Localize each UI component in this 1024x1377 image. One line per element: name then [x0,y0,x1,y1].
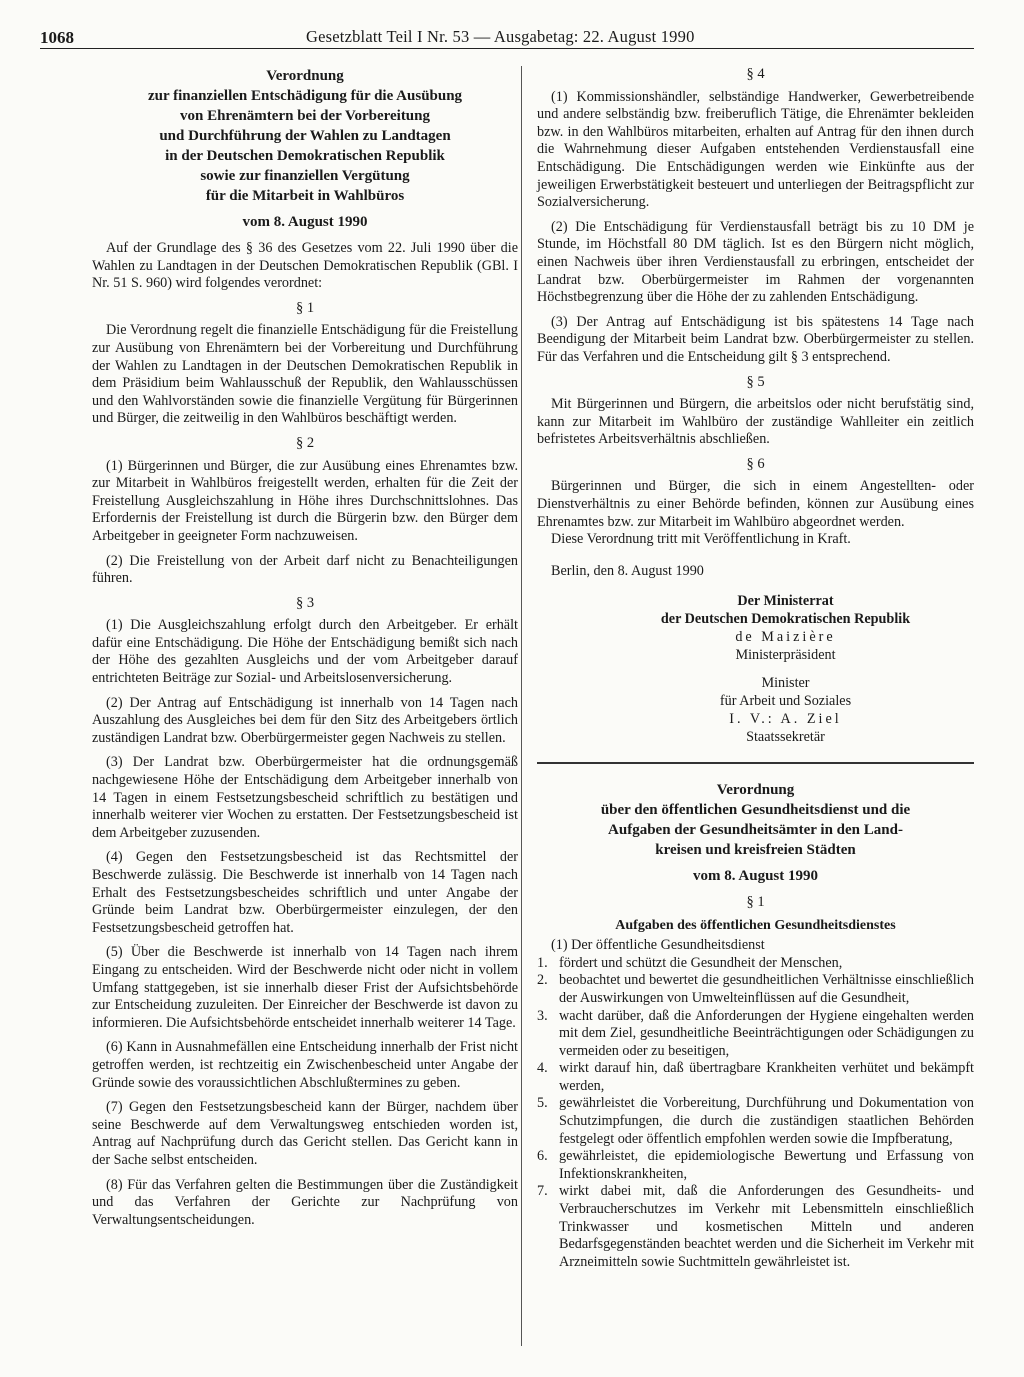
section-3-para-8: (8) Für das Verfahren gelten die Bestimmungen über die Zuständigkeit und das Verfahren der Gerichte zur Nachprüfung von Verwaltungsentscheidungen. [92,1176,518,1228]
section-separator [537,762,974,764]
preamble: Auf der Grundlage des § 36 des Gesetzes vom 22. Juli 1990 über die Wahlen zu Landtagen in der Deutschen Demokratischen Republik (GBl. I Nr. 51 S. 960) wird folgendes verordnet: [92,240,518,292]
section-4-para-2: (2) Die Entschädigung für Verdienstausfall beträgt bis zu 10 DM je Stunde, im Höchstfall 80 DM täglich. Ist es den Bürgern nicht möglich, einen Nachweis über ihren Verdienstausfall zu erbringen, entscheidet der Landrat bzw. Oberbürgermeister im Rahmen der vorgenannten Höchstbegrenzung über die Höhe der zu zahlenden Entschädigung. [537,218,974,306]
second-section-1-subheading: Aufgaben des öffentlichen Gesundheitsdienstes [615,917,896,933]
section-1-heading: § 1 [295,299,315,316]
list-item: 7. wirkt dabei mit, daß die Anforderungen des Gesundheits- und Verbraucherschutzes im Verkehr mit Lebensmitteln einschließlich Trinkwasser und kosmetischen Mitteln und anderen Bedarfsgegenständen beachtet werden und die Sicherheit im Verkehr mit Arzneimitteln sowie Suchtmitteln gewährleistet ist. [537,1183,974,1270]
list-item: 1. fördert und schützt die Gesundheit der Menschen, [537,954,843,971]
page-number: 1068 [40,28,74,47]
ordinance-date: vom 8. August 1990 [242,214,368,230]
second-signatory-role: Staatssekretär [746,729,825,746]
section-3-para-3: (3) Der Landrat bzw. Oberbürgermeister hat die ordnungsgemäß nachgewiesene Höhe der Entschädigung dem Arbeitgeber innerhalb von 14 Tagen in einem Festsetzungsbescheid schriftlich zu bestätigen und innerhalb weiterer vier Wochen zu erstatten. Der Festsetzungsbescheid ist dem Arbeitgeber zuzusenden. [92,754,518,841]
section-3-para-5: (5) Über die Beschwerde ist innerhalb von 14 Tagen nach ihrem Eingang zu entscheiden. Wird der Beschwerde nicht oder nicht in vollem Umfang stattgegeben, ist sie innerhalb dieser Frist der Aufsichtsbehörde zur Entscheidung zuzuleiten. Der Einreicher der Beschwerde ist davon zu informieren. Die Aufsichtsbehörde entscheidet innerhalb weiterer 14 Tage. [92,944,518,1031]
section-3-heading: § 3 [295,594,315,611]
page-header [40,26,974,49]
signatory-body-line-2: der Deutschen Demokratischen Republik [660,611,911,628]
section-2-para-2: (2) Die Freistellung von der Arbeit darf nicht zu Benachteiligungen führen. [92,552,518,587]
second-signatory-name: I. V.: A. Ziel [729,711,842,728]
second-section-1-intro: (1) Der öffentliche Gesundheitsdienst [551,937,765,954]
list-item: 4. wirkt darauf hin, daß übertragbare Krankheiten verhütet und bekämpft werden, [537,1060,974,1094]
signatory-name: de Maizière [735,629,836,646]
section-3-para-1: (1) Die Ausgleichszahlung erfolgt durch den Arbeitgeber. Er erhält dafür eine Entschädigung. Die Höhe der Entschädigung bemißt sich nach der Höhe des gezahlten Ausgleichs und der vom Arbeitgeber darauf entrichteten Beiträge zur Sozial- und Arbeitslosenversicherung. [92,617,518,687]
place-and-date: Berlin, den 8. August 1990 [551,562,704,579]
list-item: 5. gewährleistet die Vorbereitung, Durchführung und Dokumentation von Schutzimpfungen, die durch die zuständigen staatlichen Behörden festgelegt oder öffentlich empfohlen werden sowie die Impfberatung, [537,1095,974,1147]
second-section-1-heading: § 1 [746,893,765,910]
signatory-body: Der Ministerrat [737,593,834,610]
second-signatory-ministry: für Arbeit und Soziales [719,693,852,710]
list-item: 6. gewährleistet, die epidemiologische Bewertung und Erfassung von Infektionskrankheiten, [537,1148,974,1182]
signature-block [597,592,974,746]
section-2-para-1: (1) Bürgerinnen und Bürger, die zur Ausübung eines Ehrenamtes bzw. zur Mitarbeit in Wahlbüros freigestellt werden, erhalten für die Zeit der Freistellung Ausgleichszahlung in Höhe ihres Durchschnittslohnes. Das Erfordernis der Freistellung ist durch die Bürgerin bzw. den Bürger dem Arbeitgeber in geeigneter Form nachzuweisen. [92,457,518,544]
second-ordinance-title: Verordnung über den öffentlichen Gesundheitsdienst und die Aufgaben der Gesundheitsämter in den Land- kreisen und kreisfreien Städten [600,781,911,858]
signatory-role: Ministerpräsident [735,647,836,664]
section-5-heading: § 5 [746,373,765,390]
list-item: 2. beobachtet und bewertet die gesundheitlichen Verhältnisse einschließlich der Auswirkungen von Umwelteinflüssen auf die Gesundheit, [537,972,974,1006]
section-2-heading: § 2 [295,434,315,451]
section-3-para-7: (7) Gegen den Festsetzungsbescheid kann der Bürger, nachdem über seine Beschwerde auf dem Verwaltungsweg entschieden worden ist, Antrag auf Nachprüfung durch das Gericht stellen. Das Gericht kann in der Sache selbst entscheiden. [92,1099,518,1168]
ordinance-title: Verordnung zur finanziellen Entschädigung für die Ausübung von Ehrenämtern bei der Vorbereitung und Durchführung der Wahlen zu Landtagen in der Deutschen Demokratischen Republik sowie zur finanziellen Vergütung für die Mitarbeit in Wahlbüros [147,68,463,204]
column-divider [521,66,522,1346]
section-4-para-3: (3) Der Antrag auf Entschädigung ist bis spätestens 14 Tage nach Beendigung der Mitarbeit beim Landrat bzw. Oberbürgermeister zu stellen. Für das Verfahren und die Entscheidung gilt § 3 entsprechend. [537,313,974,365]
section-3-para-6: (6) Kann in Ausnahmefällen eine Entscheidung innerhalb der Frist nicht getroffen werden, ist rechtzeitig ein Zwischenbescheid unter Angabe der Gründe sowie des voraussichtlichen Abschlußtermines zu geben. [92,1039,518,1091]
left-column [92,66,518,1229]
section-4-heading: § 4 [746,66,765,82]
entry-into-force: Diese Verordnung tritt mit Veröffentlichung in Kraft. [551,531,851,548]
section-5-text: Mit Bürgerinnen und Bürgern, die arbeitslos oder nicht berufstätig sind, kann zur Mitarbeit im Wahlbüro der zuständige Wahlleiter ein zeitlich befristetes Arbeitsverhältnis abschließen. [537,396,974,448]
second-signatory-title: Minister [761,675,810,692]
running-title: Gesetzblatt Teil I Nr. 53 — Ausgabetag: 22. August 1990 [306,27,695,46]
section-3-para-4: (4) Gegen den Festsetzungsbescheid ist das Rechtsmittel der Beschwerde zulässig. Die Beschwerde ist innerhalb von 14 Tagen nach Erhalt des Festsetzungsbescheides schriftlich und unter Angabe der Gründe beim Landrat bzw. Oberbürgermeister einzulegen, der den Festsetzungsbescheid getroffen hat. [92,849,518,936]
section-6-heading: § 6 [746,455,765,472]
duties-list [537,955,974,1272]
right-column [537,66,974,1271]
section-1-text: Die Verordnung regelt die finanzielle Entschädigung für die Freistellung zur Ausübung von Ehrenämtern bei der Vorbereitung und Durchführung der Wahlen zu Landtagen in der Deutschen Demokratischen Republik in dem Präsidium beim Wahlausschuß der Republik, den Wahlausschüssen und den Wahlvorständen sowie die finanzielle Vergütung für Bürgerinnen und Bürger, die zeitweilig in den Wahlbüros beschäftigt werden. [92,322,518,427]
list-item: 3. wacht darüber, daß die Anforderungen der Hygiene eingehalten werden mit dem Ziel, gesundheitliche Beeinträchtigungen oder Schädigungen zu vermeiden oder zu beseitigen, [537,1007,974,1059]
section-6-text: Bürgerinnen und Bürger, die sich in einem Angestellten- oder Dienstverhältnis zu einer Behörde befinden, können zur Ausübung eines Ehrenamtes bzw. zur Mitarbeit im Wahlbüro abgeordnet werden. [537,478,974,530]
section-4-para-1: (1) Kommissionshändler, selbständige Handwerker, Gewerbetreibende und andere selbständig bzw. freiberuflich Tätige, die Ehrenämter bekleiden bzw. in den Wahlbüros mitarbeiten, erhalten auf Antrag für den ihnen durch die Wahrnehmung dieser Aufgaben entstehenden Verdienstausfall eine Entschädigung. Die Entschädigungen werden wie Einkünfte aus der jeweiligen Erwerbstätigkeit besteuert und unterliegen der Beitragspflicht zur Sozialversicherung. [537,88,974,211]
second-ordinance-date: vom 8. August 1990 [692,867,819,884]
section-3-para-2: (2) Der Antrag auf Entschädigung ist innerhalb von 14 Tagen nach Auszahlung des Ausgleiches bei dem für den Sitz des Arbeitgebers örtlich zuständigen Landrat bzw. Oberbürgermeister gegen Nachweis zu stellen. [92,694,518,746]
